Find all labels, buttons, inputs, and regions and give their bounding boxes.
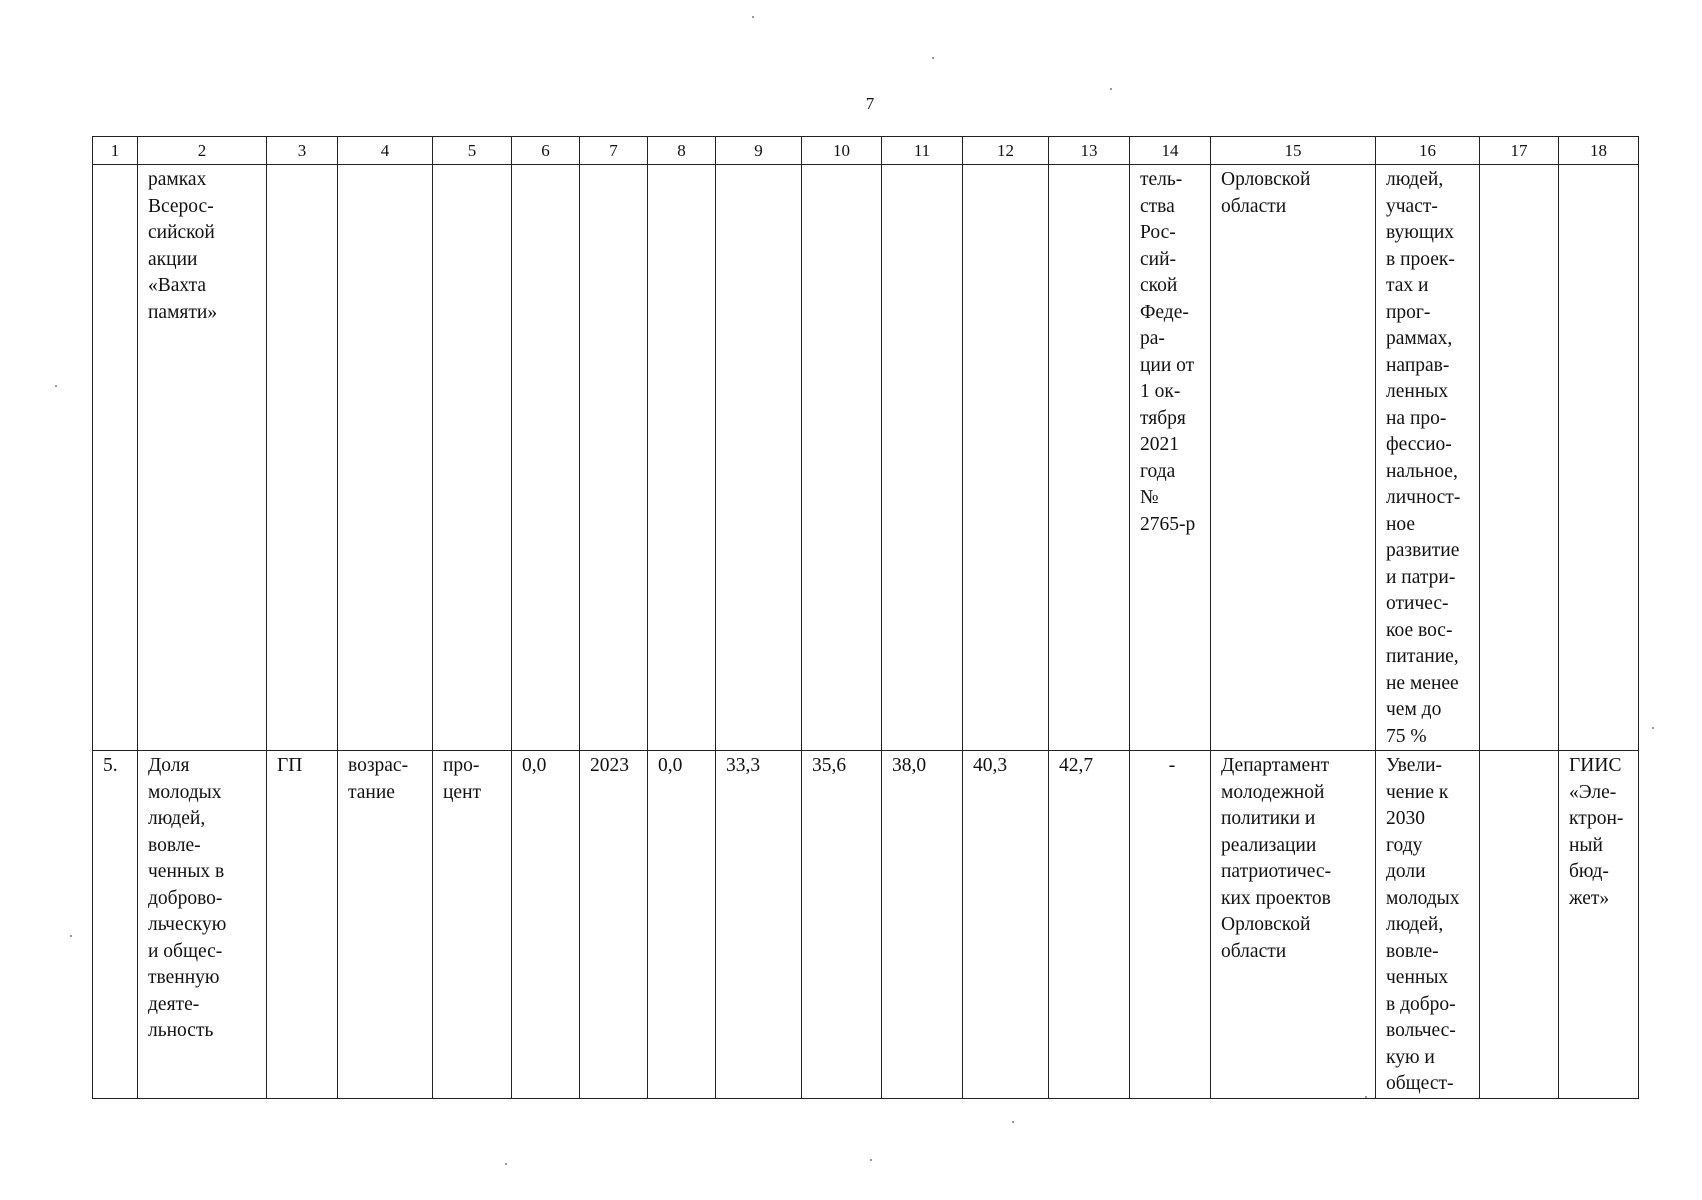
column-header-12: 12: [963, 137, 1049, 165]
cell-line: акции: [148, 248, 198, 270]
cell-responsible: [1211, 751, 1376, 1099]
cell-line: «Эле-: [1569, 781, 1617, 803]
cell-line: ленных: [1386, 381, 1449, 402]
cell-line: молодых: [1386, 887, 1460, 909]
column-header-8: 8: [648, 137, 716, 165]
scan-speck: [55, 385, 57, 387]
cell-line: ченных: [1386, 967, 1449, 988]
cell-line: вовле-: [148, 834, 201, 856]
cell-value-13: 42,7: [1049, 751, 1130, 1099]
cell-unit: [433, 751, 512, 1099]
cell-col-10: [802, 165, 882, 751]
cell-line: и общес-: [148, 940, 223, 962]
cell-line: 75 %: [1386, 725, 1427, 747]
cell-line: развитие: [1386, 540, 1460, 561]
cell-line: доброво-: [148, 887, 223, 909]
cell-col-17: [1480, 751, 1559, 1099]
cell-col-6: [512, 165, 580, 751]
cell-col-7: [580, 165, 648, 751]
scan-speck: [932, 57, 934, 59]
cell-line: вующих: [1386, 222, 1455, 243]
cell-value-9: 33,3: [716, 751, 802, 1099]
cell-line: ской: [1140, 275, 1178, 296]
column-header-15: 15: [1211, 137, 1376, 165]
cell-line: ный: [1569, 834, 1603, 856]
cell-line: ГИИС: [1569, 755, 1622, 776]
cell-responsible: [1211, 165, 1376, 751]
cell-level: ГП: [267, 751, 338, 1099]
cell-line: людей,: [1386, 169, 1444, 190]
cell-line: общест-: [1386, 1073, 1454, 1094]
cell-line: тах и: [1386, 275, 1429, 296]
cell-line: чение к: [1386, 781, 1449, 803]
cell-line: кое вос-: [1386, 619, 1453, 641]
cell-line: области: [1221, 195, 1287, 217]
cell-indicator-name: [138, 165, 267, 751]
cell-line: 2765-р: [1140, 513, 1196, 535]
cell-value-11: 38,0: [882, 751, 963, 1099]
column-header-16: 16: [1376, 137, 1480, 165]
cell-line: ктрон-: [1569, 808, 1624, 829]
cell-line: возрас-: [348, 755, 409, 776]
cell-line: Увели-: [1386, 755, 1443, 776]
cell-line: отичес-: [1386, 593, 1449, 614]
cell-line: бюд-: [1569, 861, 1609, 882]
cell-base-value: 0,0: [512, 751, 580, 1099]
cell-col-5: [433, 165, 512, 751]
scan-speck: [752, 16, 754, 18]
cell-line: Рос-: [1140, 222, 1176, 243]
cell-line: Департамент: [1221, 755, 1330, 776]
cell-document-reference: -: [1130, 751, 1211, 1099]
cell-col-13: [1049, 165, 1130, 751]
cell-line: доли: [1386, 861, 1426, 882]
cell-line: цент: [443, 781, 482, 803]
cell-value-8: 0,0: [648, 751, 716, 1099]
cell-col-12: [963, 165, 1049, 751]
column-header-4: 4: [338, 137, 433, 165]
cell-line: памяти»: [148, 301, 218, 323]
column-header-17: 17: [1480, 137, 1559, 165]
cell-line: вовле-: [1386, 940, 1439, 962]
column-header-2: 2: [138, 137, 267, 165]
cell-value-10: 35,6: [802, 751, 882, 1099]
scan-speck: [1365, 1096, 1367, 1098]
column-header-1: 1: [93, 137, 138, 165]
column-header-14: 14: [1130, 137, 1211, 165]
cell-goal-link: [1376, 751, 1480, 1099]
column-header-10: 10: [802, 137, 882, 165]
cell-line: 2021: [1140, 434, 1179, 455]
cell-trend: [338, 751, 433, 1099]
cell-col-1: [93, 165, 138, 751]
cell-line: ции от: [1140, 354, 1195, 376]
cell-line: льность: [148, 1020, 214, 1041]
cell-line: ченных в: [148, 861, 225, 882]
cell-line: Орловской: [1221, 169, 1311, 190]
cell-line: в проек-: [1386, 248, 1455, 270]
cell-col-9: [716, 165, 802, 751]
cell-goal-link: [1376, 165, 1480, 751]
cell-line: молодых: [148, 781, 222, 803]
cell-line: №: [1140, 487, 1159, 508]
cell-line: личност-: [1386, 487, 1461, 508]
cell-line: раммах,: [1386, 328, 1453, 349]
cell-line: вольчес-: [1386, 1020, 1456, 1041]
cell-line: кую и: [1386, 1046, 1435, 1068]
cell-indicator-name: [138, 751, 267, 1099]
page-number: 7: [865, 94, 875, 113]
column-header-18: 18: [1559, 137, 1639, 165]
table-row-continuation: [93, 165, 1639, 751]
cell-line: льческую: [148, 914, 227, 935]
cell-line: про-: [443, 755, 480, 776]
cell-line: патриотичес-: [1221, 861, 1332, 882]
cell-line: тание: [348, 781, 395, 803]
cell-col-17: [1480, 165, 1559, 751]
cell-line: чем до: [1386, 699, 1442, 720]
cell-line: года: [1140, 460, 1176, 482]
cell-line: «Вахта: [148, 275, 207, 296]
cell-line: тября: [1140, 407, 1186, 429]
column-header-11: 11: [882, 137, 963, 165]
cell-value-12: 40,3: [963, 751, 1049, 1099]
cell-line: 2030: [1386, 808, 1425, 829]
scan-speck: [505, 1163, 507, 1165]
scan-speck: [1110, 88, 1112, 90]
column-header-9: 9: [716, 137, 802, 165]
cell-line: Орловской: [1221, 914, 1311, 935]
cell-line: сийской: [148, 222, 215, 243]
cell-line: реализации: [1221, 834, 1317, 856]
header-row: [93, 137, 1639, 165]
cell-line: рамках: [148, 169, 207, 190]
cell-line: сий-: [1140, 248, 1177, 270]
cell-base-year: 2023: [580, 751, 648, 1099]
cell-line: в добро-: [1386, 993, 1456, 1015]
cell-line: Феде-: [1140, 301, 1189, 323]
cell-line: Всерос-: [148, 195, 214, 217]
cell-line: 1 ок-: [1140, 381, 1181, 402]
cell-line: прог-: [1386, 301, 1431, 323]
cell-line: нальное,: [1386, 460, 1458, 482]
scan-speck: [870, 1159, 872, 1161]
cell-line: не менее: [1386, 672, 1459, 694]
scan-speck: [1652, 727, 1654, 729]
cell-line: питание,: [1386, 646, 1459, 667]
cell-line: на про-: [1386, 407, 1447, 429]
cell-line: ное: [1386, 513, 1416, 535]
cell-info-system: [1559, 165, 1639, 751]
cell-line: области: [1221, 940, 1287, 962]
cell-line: ких проектов: [1221, 887, 1331, 909]
indicator-table: [92, 136, 1639, 1099]
cell-col-8: [648, 165, 716, 751]
cell-col-3: [267, 165, 338, 751]
cell-line: людей,: [1386, 914, 1444, 935]
column-header-6: 6: [512, 137, 580, 165]
cell-line: ра-: [1140, 328, 1165, 349]
column-header-13: 13: [1049, 137, 1130, 165]
cell-line: людей,: [148, 808, 206, 829]
cell-line: тель-: [1140, 169, 1183, 190]
cell-col-4: [338, 165, 433, 751]
cell-line: Доля: [148, 755, 190, 776]
column-header-3: 3: [267, 137, 338, 165]
cell-row-number: 5.: [93, 751, 138, 1099]
cell-line: году: [1386, 834, 1423, 856]
cell-line: и патри-: [1386, 566, 1456, 588]
cell-line: деяте-: [148, 993, 200, 1015]
cell-line: жет»: [1569, 887, 1610, 909]
table-row-5: [93, 751, 1639, 1099]
cell-line: участ-: [1386, 195, 1438, 217]
cell-line: направ-: [1386, 354, 1450, 376]
column-header-5: 5: [433, 137, 512, 165]
cell-line: молодежной: [1221, 781, 1325, 803]
cell-line: политики и: [1221, 808, 1316, 829]
cell-line: ства: [1140, 195, 1175, 217]
column-header-7: 7: [580, 137, 648, 165]
cell-line: фессио-: [1386, 434, 1452, 455]
scan-speck: [1012, 1121, 1014, 1123]
cell-info-system: [1559, 751, 1639, 1099]
cell-line: твенную: [148, 967, 220, 988]
cell-col-11: [882, 165, 963, 751]
cell-document-reference: [1130, 165, 1211, 751]
scan-speck: [70, 935, 72, 937]
